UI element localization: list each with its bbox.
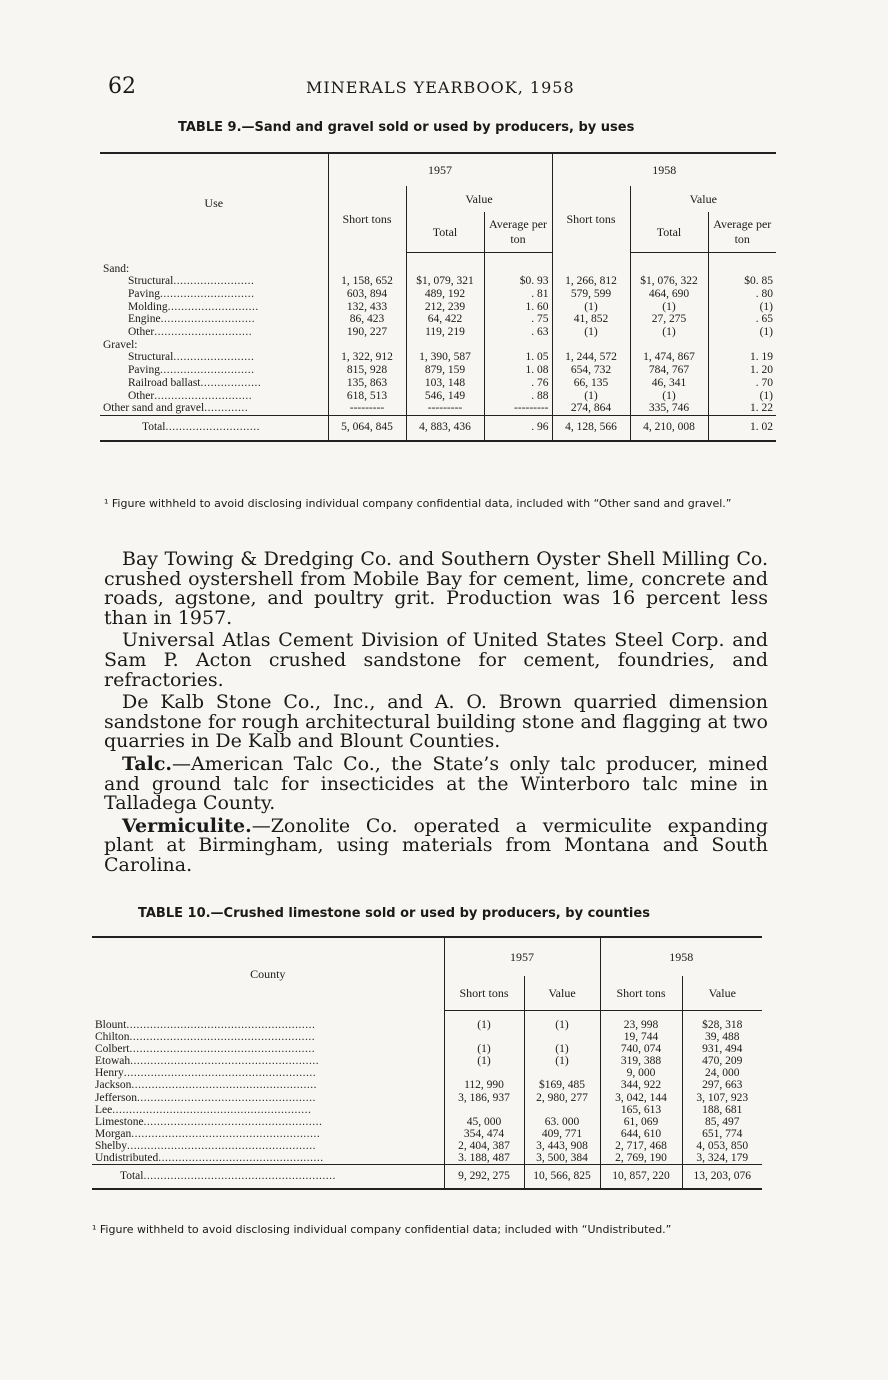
table10-row	[92, 1031, 762, 1043]
cell: 297, 663	[682, 1079, 762, 1091]
col-value-1958: Value	[630, 186, 776, 212]
cell: (1)	[708, 301, 776, 314]
cell: 319, 388	[600, 1055, 682, 1067]
col-total-1958: Total	[630, 212, 708, 253]
cell	[524, 1031, 600, 1043]
year-1958: 1958	[552, 153, 776, 186]
cell: 354, 474	[444, 1128, 524, 1140]
cell: 2, 769, 190	[600, 1152, 682, 1165]
table9-row	[100, 301, 776, 314]
table9-row	[100, 275, 776, 288]
col-short-tons-1957: Short tons	[444, 976, 524, 1011]
row-label: Undistributed.................................................	[95, 1152, 324, 1165]
table9-total-row	[100, 415, 776, 440]
cell: ---------	[484, 402, 552, 415]
cell: (1)	[552, 390, 630, 403]
cell: 27, 275	[630, 313, 708, 326]
row-label: Other.............................	[128, 389, 253, 402]
cell: . 80	[708, 288, 776, 301]
cell: 39, 488	[682, 1031, 762, 1043]
cell: (1)	[630, 390, 708, 403]
table10-row	[92, 1055, 762, 1067]
cell: ---------	[328, 402, 406, 415]
col-short-tons-1957: Short tons	[328, 186, 406, 253]
row-label: Paving............................	[128, 287, 255, 300]
cell: (1)	[444, 1043, 524, 1055]
cell	[484, 253, 552, 276]
cell: 24, 000	[682, 1067, 762, 1079]
cell: 618, 513	[328, 390, 406, 403]
cell: 1, 322, 912	[328, 351, 406, 364]
cell: (1)	[552, 326, 630, 339]
year-1958: 1958	[600, 937, 762, 976]
cell: (1)	[552, 301, 630, 314]
cell: $1, 079, 321	[406, 275, 484, 288]
cell	[708, 253, 776, 276]
running-title: MINERALS YEARBOOK, 1958	[306, 78, 575, 97]
cell: 4, 210, 008	[630, 415, 708, 440]
row-label: Total.........................................................	[92, 1165, 444, 1190]
cell: ---------	[406, 402, 484, 415]
cell: 13, 203, 076	[682, 1165, 762, 1190]
cell	[444, 1031, 524, 1043]
table10-row	[92, 1079, 762, 1091]
cell: 64, 422	[406, 313, 484, 326]
row-label: Lee...........................................................	[95, 1103, 312, 1116]
table10-row	[92, 1043, 762, 1055]
cell	[444, 1067, 524, 1079]
col-use: Use	[100, 153, 328, 253]
cell: 1. 02	[708, 415, 776, 440]
cell: 1, 266, 812	[552, 275, 630, 288]
paragraph: Universal Atlas Cement Division of United States Steel Corp. and Sam P. Acton crushed sandstone for cement, foundries, and refractories.	[104, 629, 768, 691]
cell: 3, 324, 179	[682, 1152, 762, 1165]
row-label: Colbert.......................................................	[95, 1043, 316, 1056]
paragraph: Bay Towing & Dredging Co. and Southern Oyster Shell Milling Co. crushed oystershell from Mobile Bay for cement, lime, concrete and roads, agstone, and poultry grit. Production was 16 percent less than in 1957.	[104, 548, 768, 629]
table10-row	[92, 1104, 762, 1116]
row-label: Limestone.....................................................	[95, 1115, 323, 1128]
row-label: Gravel:	[103, 338, 138, 351]
cell: 132, 433	[328, 301, 406, 314]
page-number: 62	[108, 74, 136, 99]
row-label: Structural........................	[128, 351, 255, 364]
cell: 3, 107, 923	[682, 1092, 762, 1104]
cell: 2, 980, 277	[524, 1092, 600, 1104]
cell	[552, 253, 630, 276]
table9-row	[100, 339, 776, 352]
cell: 63. 000	[524, 1116, 600, 1128]
table10-row	[92, 1152, 762, 1165]
cell	[328, 253, 406, 276]
row-label: Jackson.......................................................	[95, 1079, 318, 1092]
row-label: Engine............................	[128, 313, 256, 326]
cell: . 63	[484, 326, 552, 339]
row-label: Sand:	[103, 262, 130, 275]
cell: 879, 159	[406, 364, 484, 377]
col-total-1957: Total	[406, 212, 484, 253]
table9-row	[100, 288, 776, 301]
cell: 46, 341	[630, 377, 708, 390]
table9-row	[100, 390, 776, 403]
table10-caption: TABLE 10.—Crushed limestone sold or used by producers, by counties	[138, 906, 650, 921]
cell: 85, 497	[682, 1116, 762, 1128]
cell: 654, 732	[552, 364, 630, 377]
cell: . 88	[484, 390, 552, 403]
paragraph-text: —Zonolite Co. operated a vermiculite expanding plant at Birmingham, using materials from Montana and South Carolina.	[104, 814, 768, 876]
cell: 3. 188, 487	[444, 1152, 524, 1165]
cell: 4, 053, 850	[682, 1140, 762, 1152]
cell: 2, 404, 387	[444, 1140, 524, 1152]
cell: 1, 390, 587	[406, 351, 484, 364]
page-header	[108, 74, 768, 102]
cell: . 81	[484, 288, 552, 301]
cell: 5, 064, 845	[328, 415, 406, 440]
cell: 66, 135	[552, 377, 630, 390]
cell: 9, 292, 275	[444, 1165, 524, 1190]
cell: (1)	[708, 326, 776, 339]
row-label: Other.............................	[128, 326, 253, 339]
cell: . 75	[484, 313, 552, 326]
cell: $28, 318	[682, 1011, 762, 1032]
cell: $169, 485	[524, 1079, 600, 1091]
col-avg-1957: Average per ton	[484, 212, 552, 253]
cell: 489, 192	[406, 288, 484, 301]
row-label: Molding...........................	[128, 300, 259, 313]
cell: (1)	[444, 1055, 524, 1067]
cell	[552, 339, 630, 352]
cell	[708, 339, 776, 352]
cell: 1, 244, 572	[552, 351, 630, 364]
cell: 103, 148	[406, 377, 484, 390]
cell: 10, 566, 825	[524, 1165, 600, 1190]
cell: 9, 000	[600, 1067, 682, 1079]
row-label: Morgan........................................................	[95, 1127, 321, 1140]
cell	[630, 339, 708, 352]
cell: 651, 774	[682, 1128, 762, 1140]
table10-row	[92, 1116, 762, 1128]
cell: $1, 076, 322	[630, 275, 708, 288]
cell: 274, 864	[552, 402, 630, 415]
cell: 1. 05	[484, 351, 552, 364]
runin-heading: Talc.	[122, 752, 173, 775]
cell: 4, 128, 566	[552, 415, 630, 440]
cell: (1)	[630, 301, 708, 314]
row-label: Henry.........................................................	[95, 1067, 317, 1080]
table10-footnote: ¹ Figure withheld to avoid disclosing individual company confidential data; included with “Undistributed.”	[92, 1223, 672, 1236]
cell: 1, 158, 652	[328, 275, 406, 288]
cell: (1)	[524, 1055, 600, 1067]
cell: (1)	[708, 390, 776, 403]
runin-heading: Vermiculite.	[122, 814, 252, 837]
row-label: Total............................	[100, 415, 328, 440]
row-label: Shelby........................................................	[95, 1139, 316, 1152]
cell: 45, 000	[444, 1116, 524, 1128]
table9	[100, 152, 776, 442]
paragraph	[104, 814, 768, 876]
row-label: Etowah........................................................	[95, 1055, 320, 1068]
cell: 165, 613	[600, 1104, 682, 1116]
cell: 190, 227	[328, 326, 406, 339]
cell	[406, 339, 484, 352]
cell: 1. 19	[708, 351, 776, 364]
cell: 23, 998	[600, 1011, 682, 1032]
cell: 409, 771	[524, 1128, 600, 1140]
cell: . 65	[708, 313, 776, 326]
cell: 1, 474, 867	[630, 351, 708, 364]
cell: (1)	[444, 1011, 524, 1032]
cell: . 96	[484, 415, 552, 440]
cell: 3, 500, 384	[524, 1152, 600, 1165]
table9-row	[100, 326, 776, 339]
row-label: Structural........................	[128, 275, 255, 288]
table10-row	[92, 1011, 762, 1032]
cell: 135, 863	[328, 377, 406, 390]
row-label: Other sand and gravel.............	[103, 402, 249, 415]
paragraph: De Kalb Stone Co., Inc., and A. O. Brown quarried dimension sandstone for rough architectural building stone and flagging at two quarries in De Kalb and Blount Counties.	[104, 691, 768, 753]
cell: $0. 85	[708, 275, 776, 288]
cell: 1. 22	[708, 402, 776, 415]
cell: 931, 494	[682, 1043, 762, 1055]
cell: 3, 186, 937	[444, 1092, 524, 1104]
row-label: Railroad ballast..................	[128, 376, 262, 389]
cell: 470, 209	[682, 1055, 762, 1067]
cell: . 76	[484, 377, 552, 390]
table9-row	[100, 377, 776, 390]
cell: 344, 922	[600, 1079, 682, 1091]
table10-total-row	[92, 1165, 762, 1190]
cell: 644, 610	[600, 1128, 682, 1140]
cell: 1. 60	[484, 301, 552, 314]
table9-row	[100, 313, 776, 326]
cell: 579, 599	[552, 288, 630, 301]
cell: 41, 852	[552, 313, 630, 326]
cell: 212, 239	[406, 301, 484, 314]
cell: . 70	[708, 377, 776, 390]
cell: 112, 990	[444, 1079, 524, 1091]
cell: 1. 20	[708, 364, 776, 377]
paragraph	[104, 752, 768, 815]
cell: 603, 894	[328, 288, 406, 301]
cell: 61, 069	[600, 1116, 682, 1128]
table10-row	[92, 1067, 762, 1079]
cell: 3, 042, 144	[600, 1092, 682, 1104]
cell: 4, 883, 436	[406, 415, 484, 440]
row-label: Jefferson.....................................................	[95, 1091, 316, 1104]
cell: 3, 443, 908	[524, 1140, 600, 1152]
table10-row	[92, 1140, 762, 1152]
cell	[524, 1067, 600, 1079]
year-1957: 1957	[444, 937, 600, 976]
row-label: Chilton.......................................................	[95, 1031, 316, 1044]
table9-row	[100, 364, 776, 377]
cell: 188, 681	[682, 1104, 762, 1116]
cell: $0. 93	[484, 275, 552, 288]
row-label: Blount........................................................	[95, 1018, 316, 1031]
col-value-1958: Value	[682, 976, 762, 1011]
col-value-1957: Value	[524, 976, 600, 1011]
cell	[328, 339, 406, 352]
table9-caption: TABLE 9.—Sand and gravel sold or used by producers, by uses	[178, 120, 635, 135]
cell: 784, 767	[630, 364, 708, 377]
cell: (1)	[524, 1043, 600, 1055]
col-avg-1958: Average per ton	[708, 212, 776, 253]
table9-footnote: ¹ Figure withheld to avoid disclosing individual company confidential data, included with “Other sand and gravel.”	[104, 497, 732, 510]
cell: (1)	[630, 326, 708, 339]
cell: 10, 857, 220	[600, 1165, 682, 1190]
table9-row	[100, 253, 776, 276]
cell: 1. 08	[484, 364, 552, 377]
cell	[444, 1104, 524, 1116]
cell: 2, 717, 468	[600, 1140, 682, 1152]
table10-row	[92, 1092, 762, 1104]
table9-row	[100, 351, 776, 364]
col-value-1957: Value	[406, 186, 552, 212]
table10	[92, 936, 762, 1190]
cell: 19, 744	[600, 1031, 682, 1043]
cell: (1)	[524, 1011, 600, 1032]
cell	[484, 339, 552, 352]
row-label: Paving............................	[128, 364, 255, 377]
cell: 815, 928	[328, 364, 406, 377]
col-short-tons-1958: Short tons	[552, 186, 630, 253]
paragraph-text: —American Talc Co., the State’s only talc producer, mined and ground talc for insecticides at the Winterboro talc mine in Talladega County.	[104, 752, 768, 815]
cell: 86, 423	[328, 313, 406, 326]
table10-row	[92, 1128, 762, 1140]
col-short-tons-1958: Short tons	[600, 976, 682, 1011]
col-county: County	[92, 937, 444, 1011]
cell: 740, 074	[600, 1043, 682, 1055]
cell	[630, 253, 708, 276]
cell: 464, 690	[630, 288, 708, 301]
year-1957: 1957	[328, 153, 552, 186]
cell	[406, 253, 484, 276]
body-text	[104, 550, 768, 879]
cell: 119, 219	[406, 326, 484, 339]
cell: 335, 746	[630, 402, 708, 415]
table9-row	[100, 402, 776, 415]
cell	[524, 1104, 600, 1116]
cell: 546, 149	[406, 390, 484, 403]
